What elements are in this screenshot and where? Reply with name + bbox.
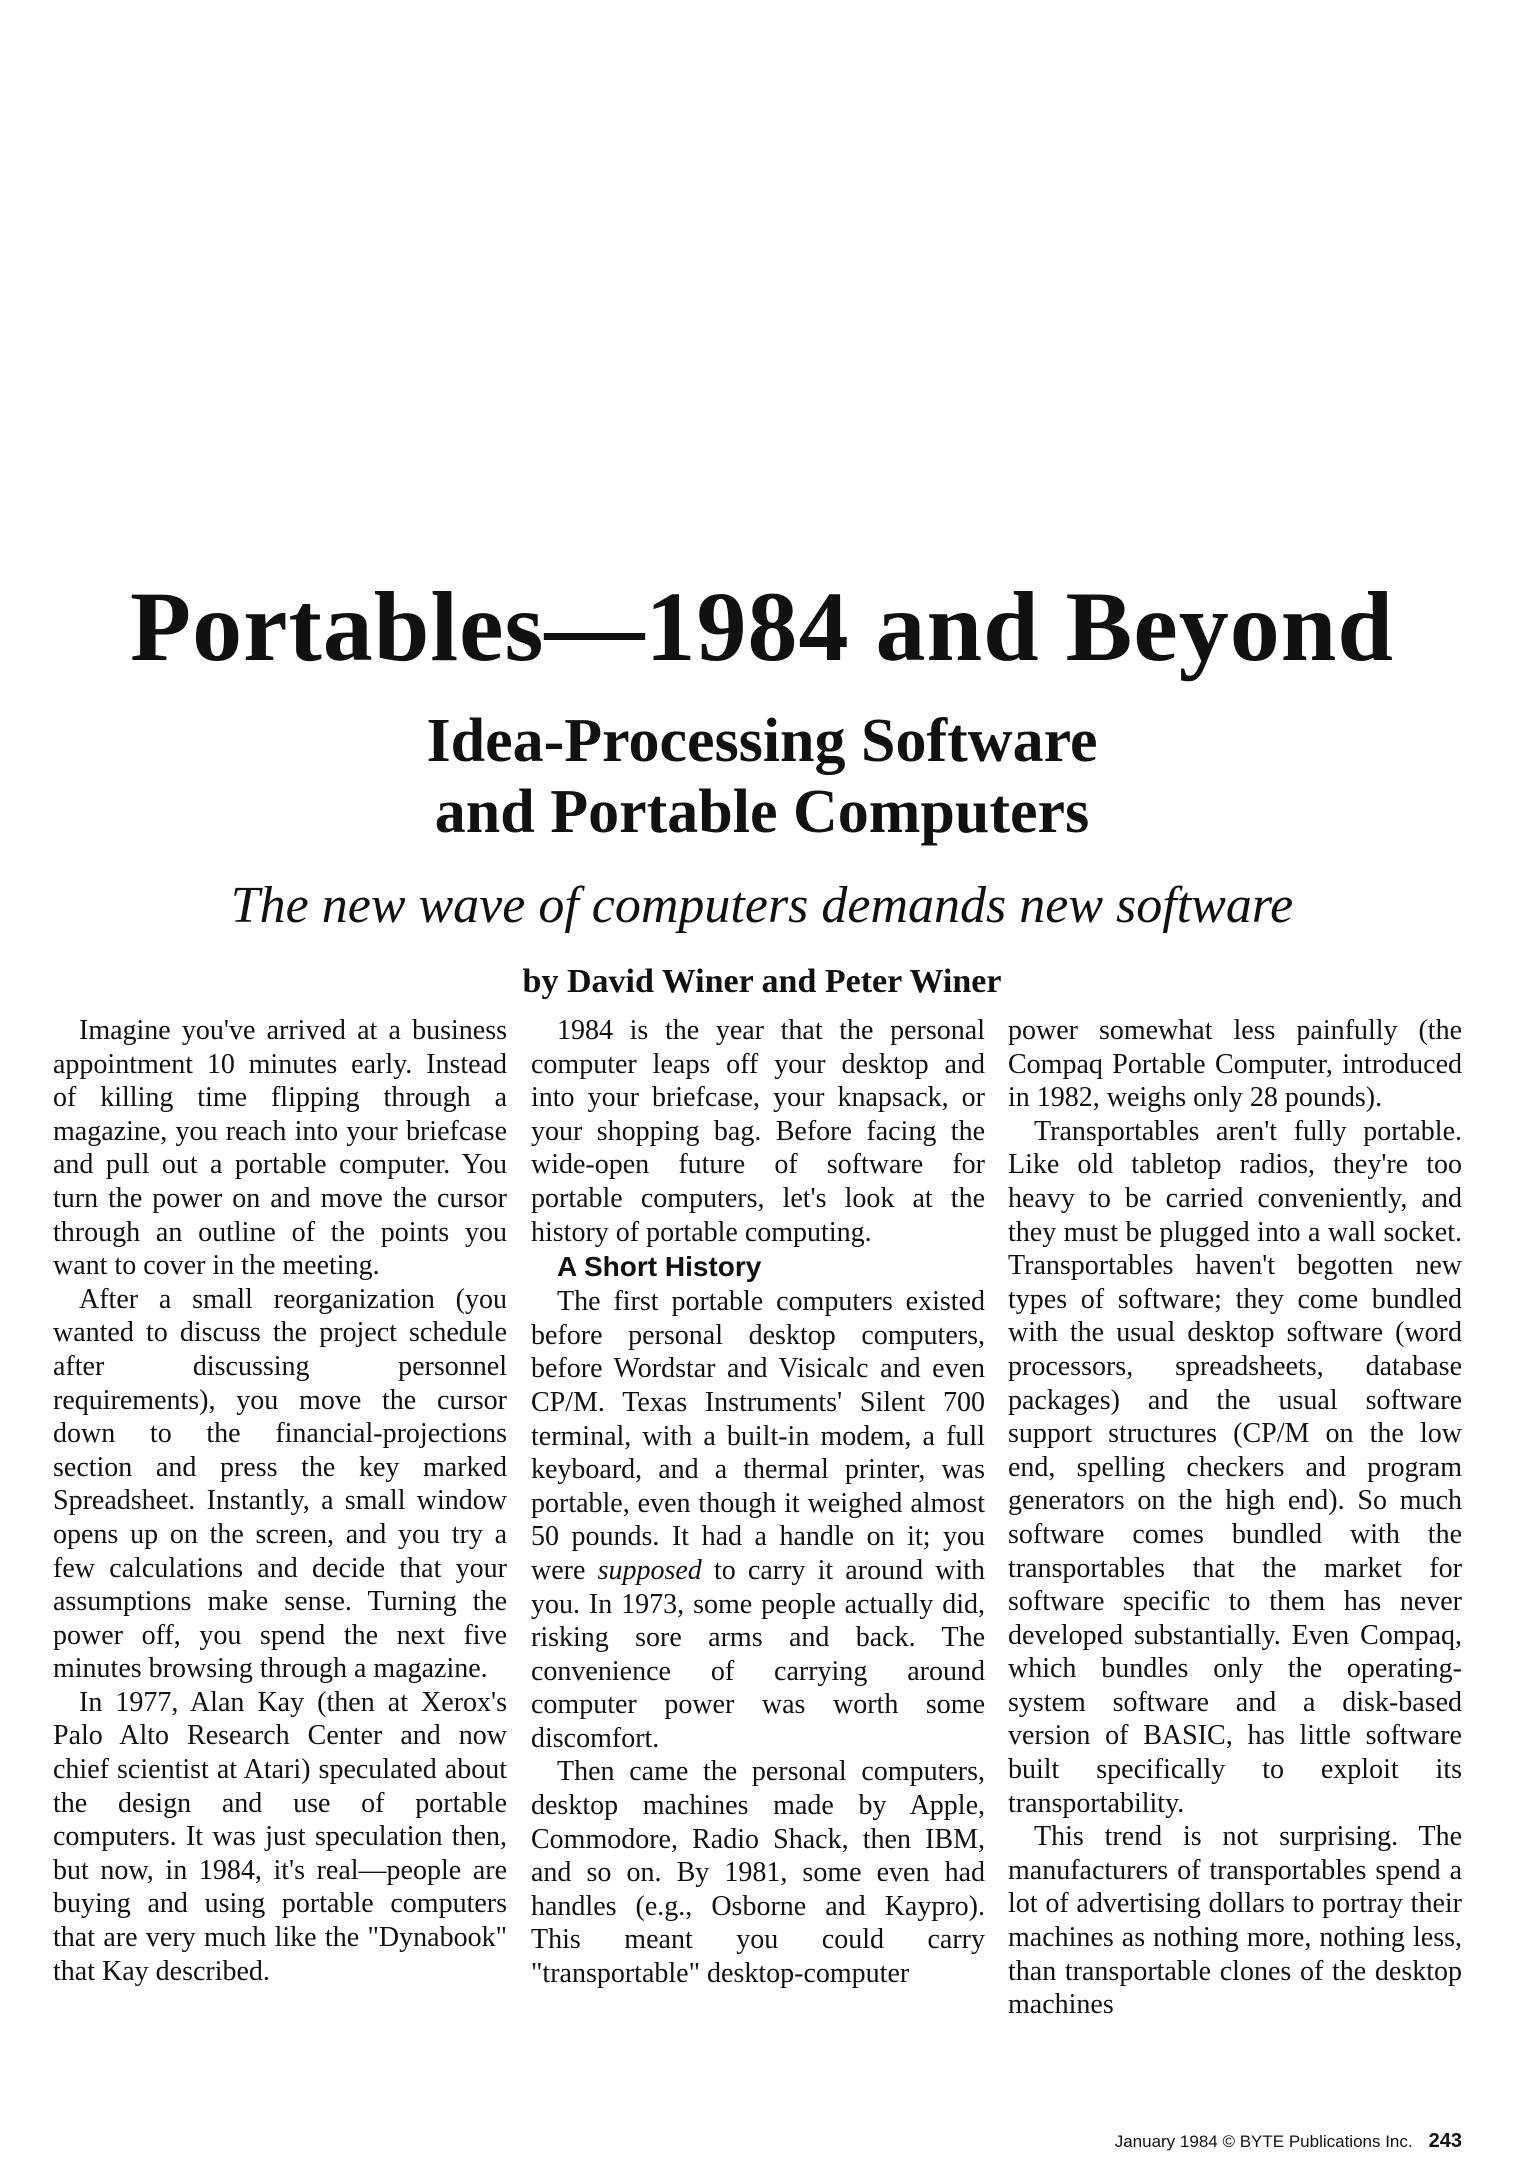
subtitle-line-2: and Portable Computers — [434, 777, 1090, 846]
paragraph: Imagine you've arrived at a business appointment 10 minutes early. Instead of killing time flipping through a magazine, you reach into your briefcase and pull out a portable computer. You turn the power on and move the cursor through an outline of the points you want to cover in the meeting. — [53, 1015, 507, 1282]
article-dek: The new wave of computers demands new software — [230, 877, 1294, 934]
article-byline: by David Winer and Peter Winer — [522, 963, 1002, 1000]
page-number: 243 — [1428, 2130, 1462, 2152]
text-column-2 — [531, 1014, 985, 1991]
text-column-3 — [1008, 1014, 1462, 2022]
footer-credit: January 1984 © BYTE Publications Inc. — [1114, 2132, 1413, 2151]
paragraph: After a small reorganization (you wanted to discuss the project schedule after discussing personnel requirements), you move the cursor down to the financial-projections section and press the key marked Spreadsheet. Instantly, a small window opens up on the screen, and you try a few calculations and decide that your assumptions make sense. Turning the power off, you spend the next five minutes browsing through a magazine. — [53, 1283, 507, 1685]
paragraph: Transportables aren't fully portable. Like old tabletop radios, they're too heavy to be carried conveniently, and they must be plugged into a wall socket. Transportables haven't begotten new types of software; they come bundled with the usual desktop software (word processors, spreadsheets, database packages) and the usual software support structures (CP/M on the low end, spelling checkers and program generators on the high end). So much software comes bundled with the transportables that the market for software specific to them has never developed substantially. Even Compaq, which bundles only the operating-system software and a disk-based version of BASIC, has little software built specifically to exploit its transportability. — [1008, 1115, 1462, 1819]
paragraph: Then came the personal computers, desktop machines made by Apple, Commodore, Radio Shack, then IBM, and so on. By 1981, some even had handles (e.g., Osborne and Kaypro). This meant you could carry "transportable" desktop-computer — [531, 1756, 985, 1990]
section-heading: A Short History — [557, 1251, 762, 1283]
emphasis-text: supposed — [597, 1554, 702, 1586]
article-subtitle — [0, 706, 1524, 847]
paragraph: This trend is not surprising. The manufacturers of transportables spend a lot of advertising dollars to portray their machines as nothing more, nothing less, than transportable clones of the desktop machines — [1008, 1821, 1462, 2021]
paragraph: In 1977, Alan Kay (then at Xerox's Palo Alto Research Center and now chief scientist at Atari) speculated about the design and use of portable computers. It was just speculation then, but now, in 1984, it's real—people are buying and using portable computers that are very much like the "Dynabook" that Kay described. — [53, 1686, 507, 1987]
paragraph-text: to carry it around with you. In 1973, some people actually did, risking sore arms and back. The convenience of carrying around computer power was worth some discomfort. — [531, 1554, 986, 1754]
subtitle-line-1: Idea-Processing Software — [426, 707, 1098, 775]
paragraph: 1984 is the year that the personal computer leaps off your desktop and into your briefcase, your knapsack, or your shopping bag. Before facing the wide-open future of software for portable computers, let's look at the history of portable computing. — [531, 1015, 985, 1248]
article-title: Portables—1984 and Beyond — [129, 571, 1394, 682]
page-footer — [1115, 2130, 1462, 2153]
paragraph — [531, 1285, 985, 1755]
paragraph-text: The first portable computers existed before personal desktop computers, before Wordstar and Visicalc and even CP/M. Texas Instruments' Silent 700 terminal, with a built-in modem, a full keyboard, and a thermal printer, was portable, even though it weighed almost 50 pounds. It had a handle on it; you were — [531, 1286, 985, 1586]
text-column-1 — [53, 1014, 507, 1988]
paragraph: power somewhat less painfully (the Compaq Portable Computer, introduced in 1982, weighs only 28 pounds). — [1008, 1015, 1462, 1114]
